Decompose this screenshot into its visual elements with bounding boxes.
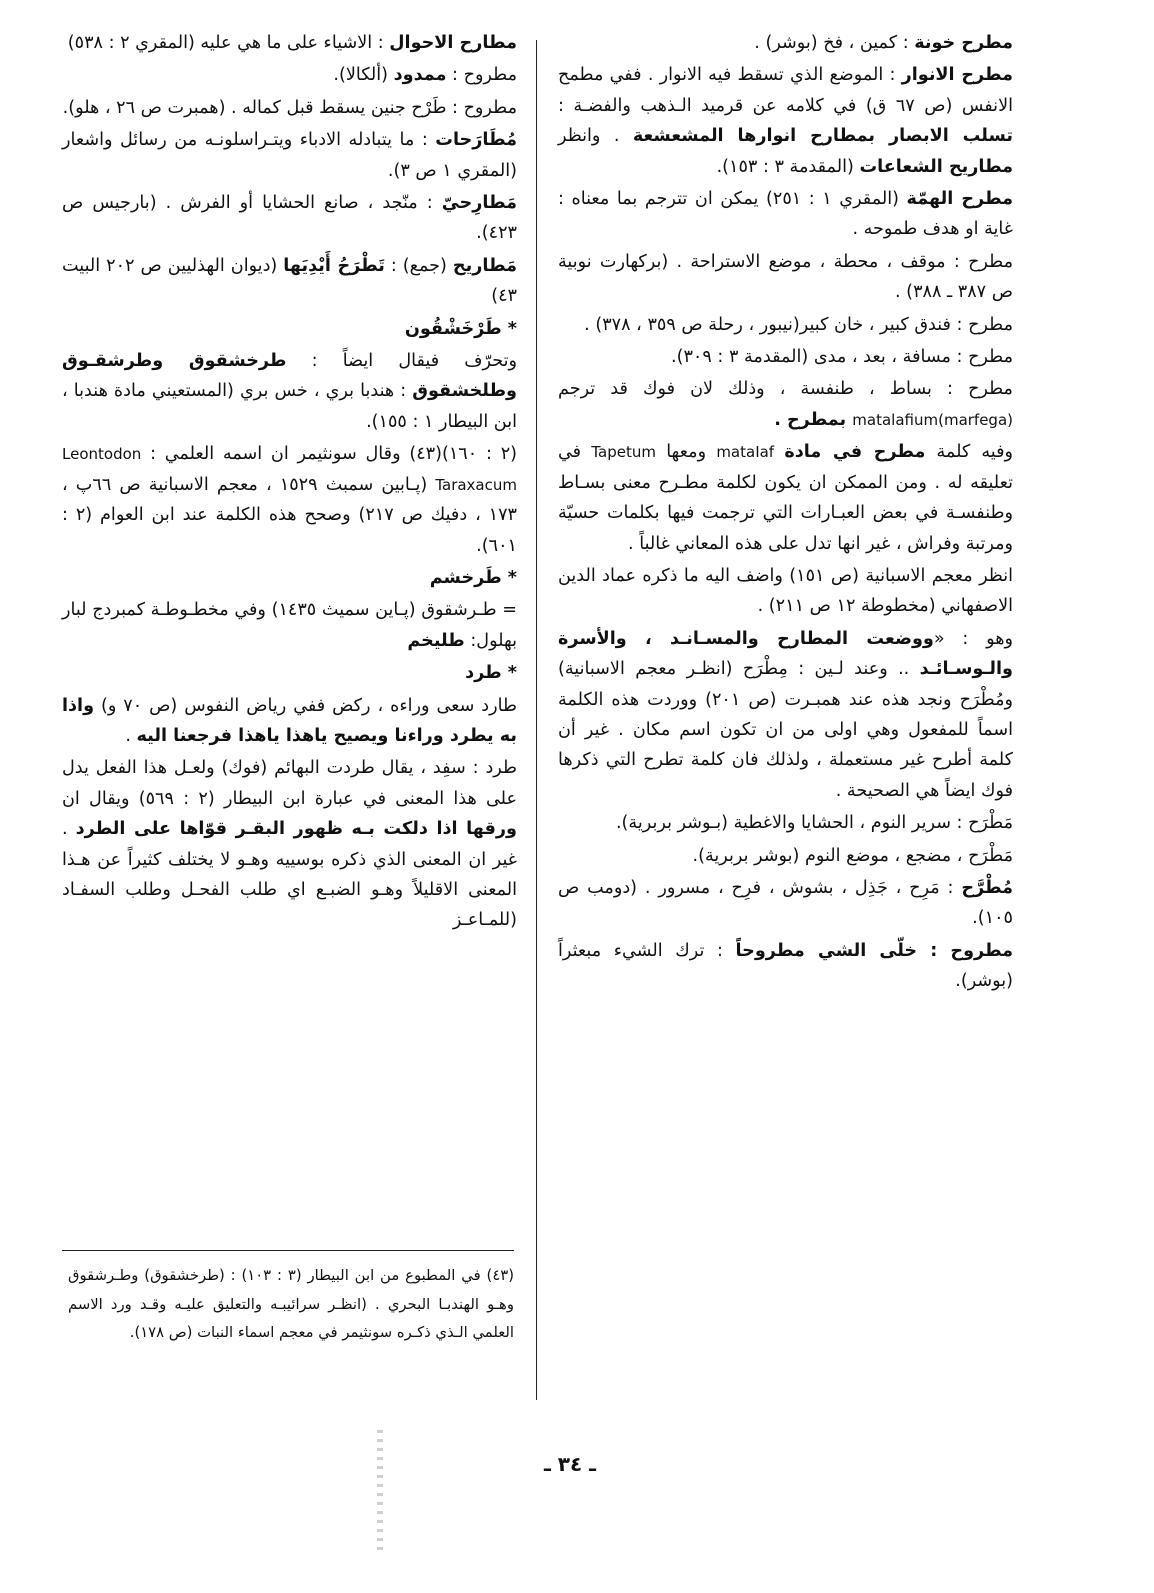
root-heading: * طرد bbox=[465, 663, 517, 684]
entry: مطرح خونة : كمين ، فخ (بوشر) . bbox=[754, 33, 1013, 53]
entry: مَطاريح (جمع) : تَطْرَحُ أَيْدِيَها (ديوان الهذليين ص ٢٠٢ البيت ٤٣) bbox=[62, 255, 517, 307]
entry-head: مَطاريح bbox=[452, 255, 517, 276]
entry: وفيه كلمة مطرح في مادة mataIaf ومعها Tapetum في تعليقه له . ومن الممكن ان يكون لكلمة مطـرح معنى بسـاط وطنفسـة في بعض العبـارات التي ترجمت فيها بكلمات حسيّة ومرتبة وفراش ، غير انها تدل على هذه المعاني غالباً . bbox=[558, 442, 1014, 554]
entry: مطارح الاحوال : الاشياء على ما هي عليه (المقري ٢ : ٥٣٨) bbox=[67, 33, 517, 53]
entry: طرد : سفِد ، يقال طردت البهائم (فوك) ولعـل هذا الفعل يدل على هذا المعنى في عبارة ابن البيطار (٢ : ٥٦٩) ويقال ان ورقها اذا دلكت بـه ظهور البقـر قوّاها على الطرد . غير ان المعنى الذي ذكره بوسييه وهـو لا يختلف كثيراً عن هـذا المعنى الاقليلاً وهـو الضبـع اي طلب الفحـل وطلب السفـاد (للمـاعـز bbox=[62, 758, 517, 931]
entry: مطرح : مسافة ، بعد ، مدى (المقدمة ٣ : ٣٠٩). bbox=[671, 347, 1013, 368]
entry-head: مُطَارَحات bbox=[435, 130, 517, 151]
entry-head: مطرح الهمّة bbox=[906, 189, 1014, 210]
entry: وهو : «ووضعت المطارح والمسـانـد ، والأسرة والـوسـائـد .. وعند لـين : مِطْرَح (انظـر معجم الاسبانية) ومُطْرَح ونجد هذه عند همبـرت (ص ٢٠١) ووردت هذه الكلمة اسماً للمفعول وهي اولى من ان تكون اسم مكان . غير أن كلمة أطرح غير مستعملة ، ولذلك فان كلمة تطرح التي ذكرها فوك ايضاً هي الصحيحة . bbox=[558, 628, 1013, 801]
latin-term: Tapetum bbox=[581, 443, 667, 462]
entry-head: مَطارِحيّ bbox=[441, 193, 517, 214]
entry: مطرح : فندق كبير ، خان كبير(نيبور ، رحلة ص ٣٥٩ ، ٣٧٨) . bbox=[584, 314, 1013, 335]
entry: مطرح : موقف ، محطة ، موضع الاستراحة . (بركهارت نوبية ص ٣٨٧ ـ ٣٨٨) . bbox=[558, 251, 1013, 303]
latin-term: matalafium(marfega) bbox=[852, 410, 1013, 429]
entry: (٢ : ١٦٠)(٤٣) وقال سونثيمر ان اسمه العلمي : Leontodon Taraxacum (پـابين سمبث ١٥٢٩ ، معجم الاسبانية ص ٦٦پ ، ١٧٣ ، دفيك ص ٢١٧) وصحح هذه الكلمة عند ابن العوام (٢ : ٦٠١). bbox=[62, 444, 518, 556]
entry: مطروح : طَرْح جنين يسقط قبل كماله . (همبرت ص ٢٦ ، هلو). bbox=[62, 97, 517, 118]
entry: وتحرّف فيقال ايضاً : طرخشقوق وطرشقـوق وطلخشقوق : هندبا بري ، خس بري (المستعيني مادة هندبا ، ابن البيطار ١ : ١٥٥). bbox=[62, 351, 517, 432]
entry: مطروح : خلّى الشي مطروحاً : ترك الشيء مبعثراً (بوشر). bbox=[558, 940, 1013, 992]
root-heading: * طَرخشم bbox=[429, 567, 517, 588]
entry: مَطارِحيّ : منّجد ، صانع الحشايا أو الفرش . (بارجيس ص ٤٢٣). bbox=[62, 193, 517, 244]
entry: مُطَارَحات : ما يتبادله الادباء ويتـراسلونـه من رسائل واشعار (المقري ١ ص ٣). bbox=[62, 130, 517, 181]
entry: مطرح الهمّة (المقري ١ : ٢٥١) يمكن ان تترجم بما معناه : غاية او هدف طموحه . bbox=[558, 189, 1014, 240]
right-column bbox=[558, 28, 1013, 1428]
entry: مطروح : ممدود (ألكالا). bbox=[333, 65, 517, 86]
entry: طارد سعى وراءه ، ركض ففي رياض النفوس (ص ٧٠ و) واذا به يطرد وراءنا ويصيح ياهذا ياهذا فرجعنا اليه . bbox=[62, 695, 517, 746]
entry-head: مطارح الاحوال bbox=[389, 33, 517, 53]
entry-head: مطرح الانوار bbox=[901, 65, 1013, 86]
entry: مطرح : بساط ، طنفسة ، وذلك لان فوك قد ترجم matalafium(marfega) بمطرح . bbox=[558, 379, 1013, 430]
entry-head: مطرح خونة bbox=[914, 33, 1013, 53]
entry-head: مُطْرَّح bbox=[961, 877, 1013, 898]
entry: مَطْرَح ، مضجع ، موضع النوم (بوشر بربرية). bbox=[692, 845, 1013, 866]
root-heading: * طَرْخَشْقُون bbox=[404, 318, 517, 339]
latin-term: mataIaf bbox=[706, 443, 785, 462]
column-divider bbox=[536, 40, 537, 1400]
entry: = طـرشقوق (پـاين سميث ١٤٣٥) وفي مخطـوطـة كمبردج لبار بهلول: طليخم bbox=[62, 600, 517, 651]
footnote: (٤٣) في المطبوع من ابن البيطار (٣ : ١٠٣) : (طرخشقوق) وطـرشقوق وهـو الهندبـا البحري . (انظـر سرائيبـه والتعليق عليـه وقـد ورد الاسم العلمي الـذي ذكـره سونثيمر في معجم اسماء النبات (ص ١٧٨). bbox=[68, 1267, 514, 1341]
entry: انظر معجم الاسبانية (ص ١٥١) واضف اليه ما ذكره عماد الدين الاصفهاني (مخطوطة ١٢ ص ٢١١) . bbox=[558, 565, 1013, 617]
scan-binding-mark bbox=[377, 1430, 383, 1550]
latin-term: Leontodon Taraxacum bbox=[62, 445, 517, 494]
footnote-divider bbox=[62, 1250, 514, 1251]
entry: مطرح الانوار : الموضع الذي تسقط فيه الانوار . ففي مطمح الانفس (ص ٦٧ ق) في كلامه عن قرميد الـذهب والفضـة : تسلب الابصار بمطارح انوارها المشعشعة . وانظر مطاريح الشعاعات (المقدمة ٣ : ١٥٣). bbox=[558, 65, 1014, 177]
entry: مُطْرَّح : مَرِح ، جَذِل ، بشوش ، فرِح ، مسرور . (دومب ص ١٠٥). bbox=[558, 877, 1013, 929]
entry-head: مطروح : خلّى الشي مطروحاً bbox=[735, 940, 1013, 961]
left-column bbox=[62, 28, 517, 1258]
page-number: ـ ٣٤ ـ bbox=[543, 1452, 597, 1476]
entry: مَطْرَح : سرير النوم ، الحشايا والاغطية (بـوشر بربرية). bbox=[615, 813, 1013, 834]
